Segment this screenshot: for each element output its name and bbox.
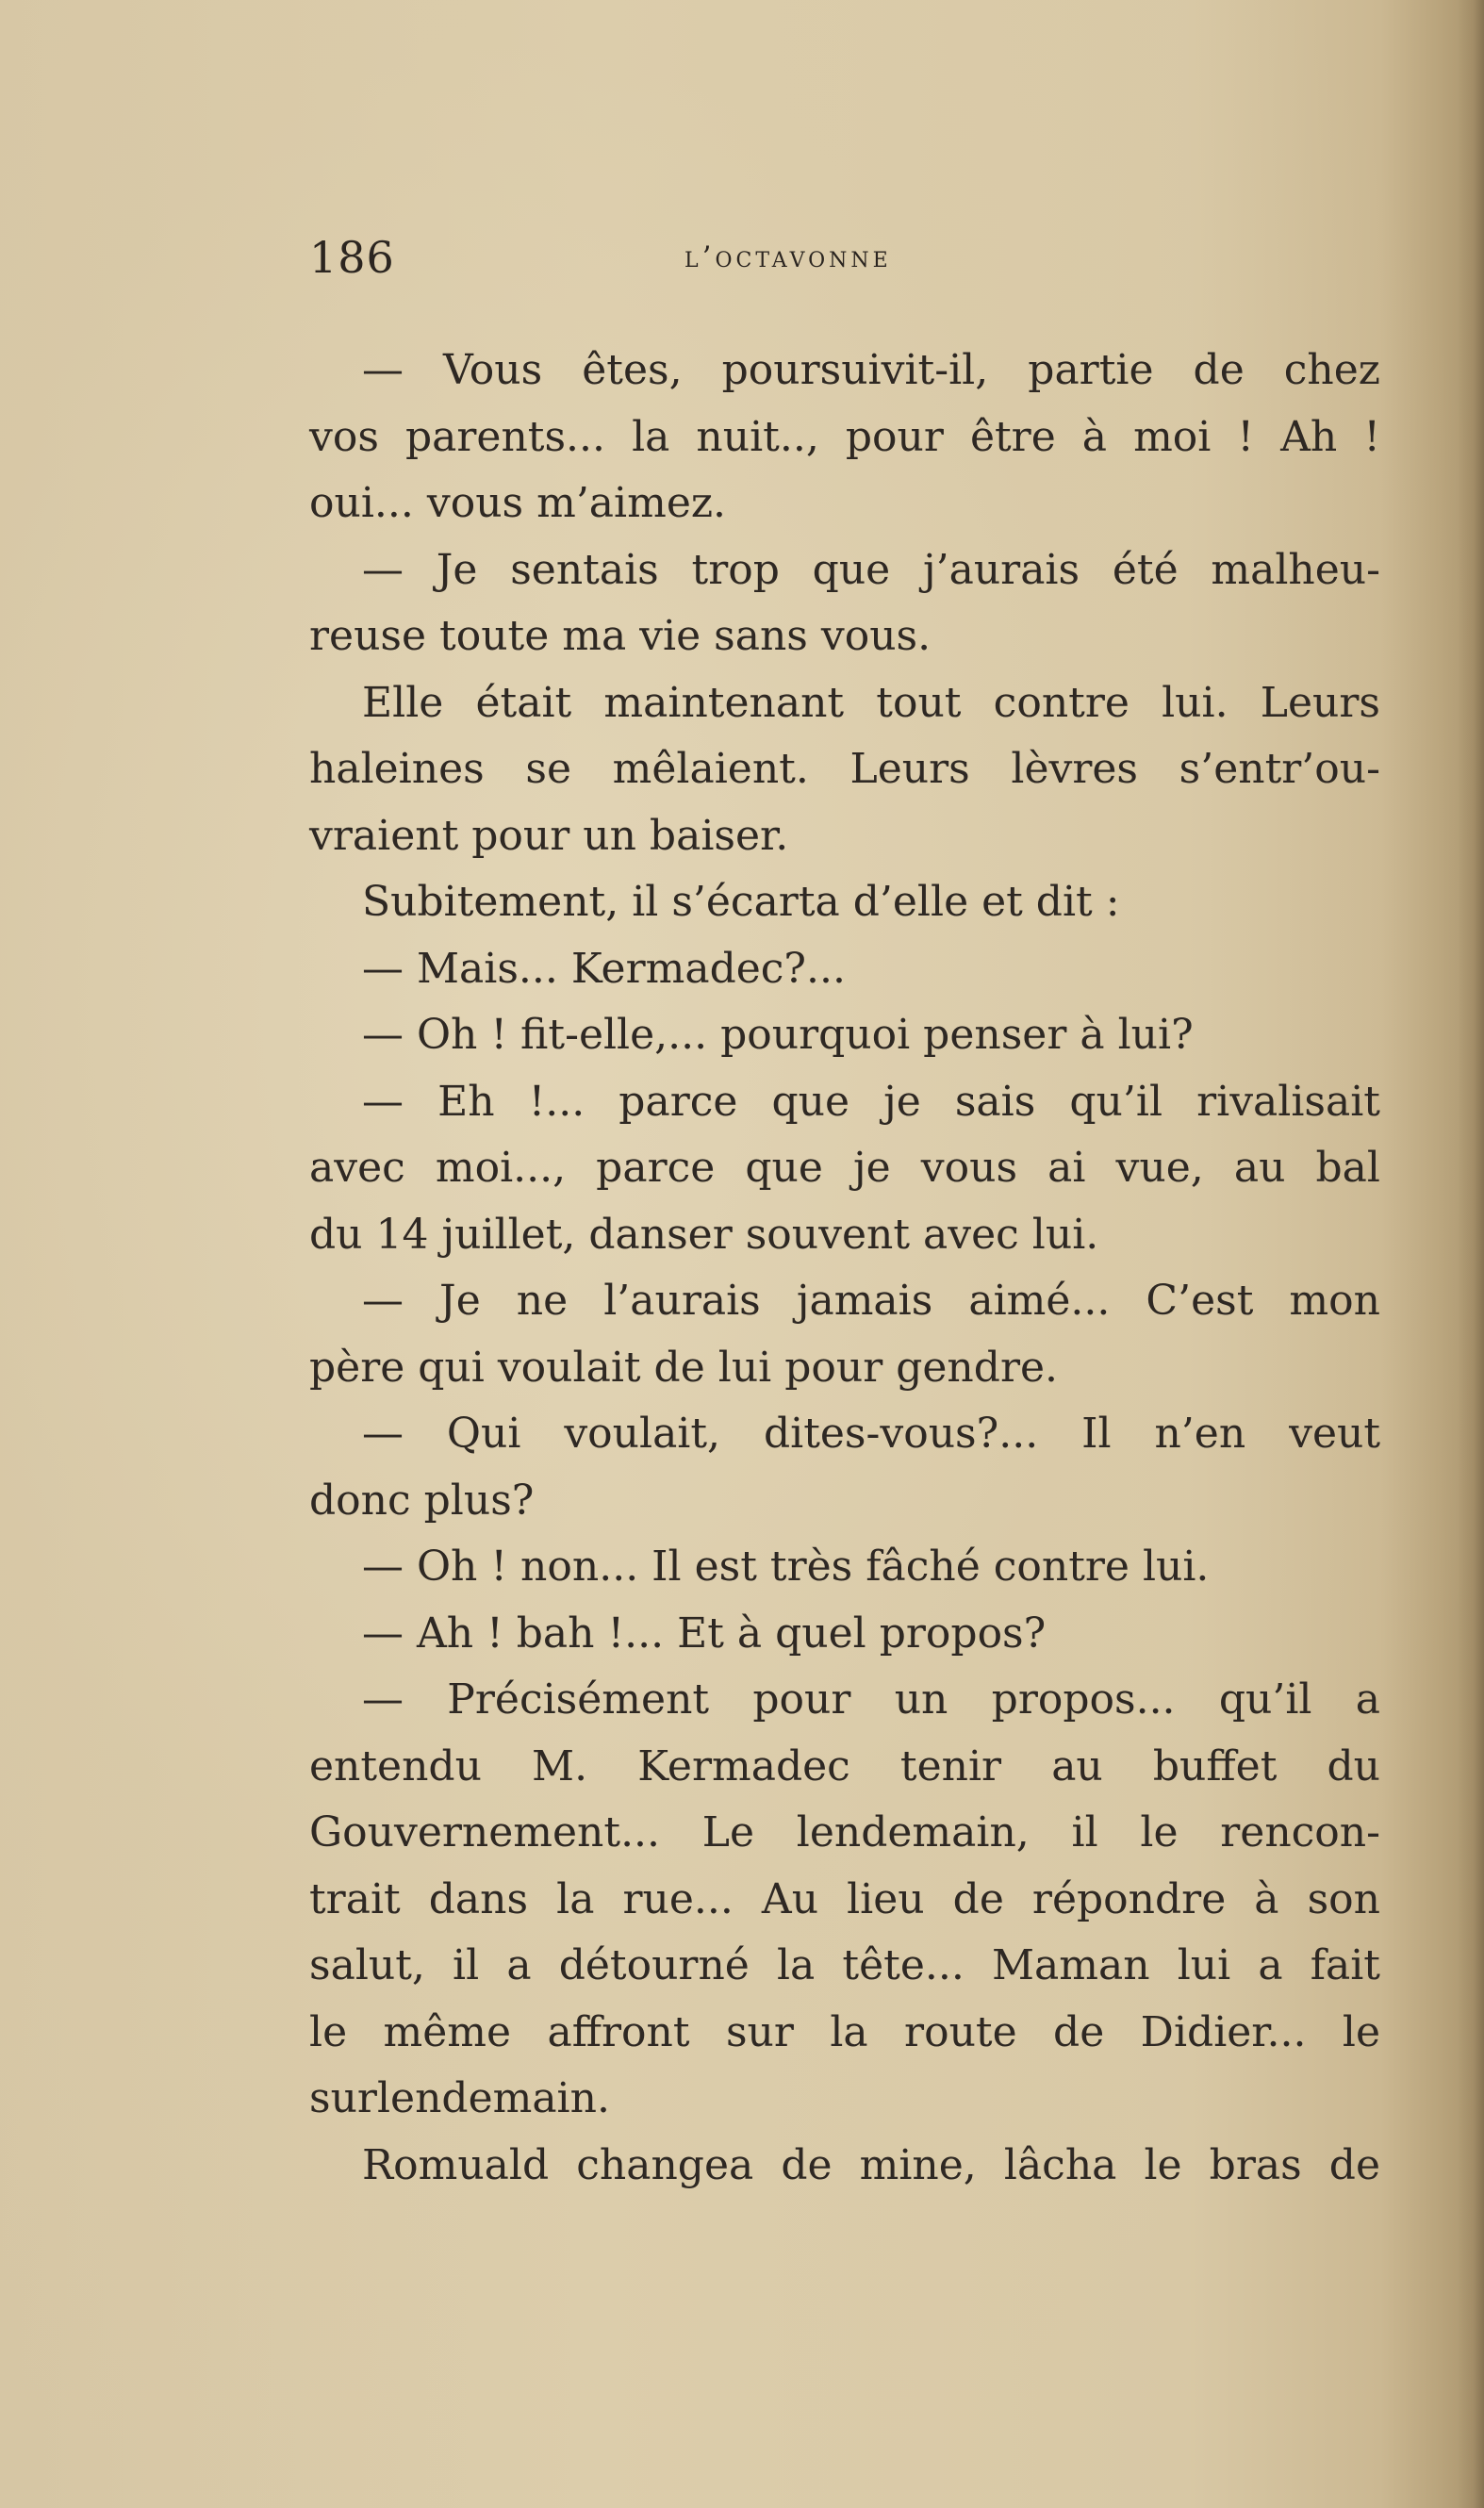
- text-line: salut, il a détourné la tête... Maman lui a fait: [309, 1941, 1380, 1989]
- text-line: oui... vous m’aimez.: [309, 479, 727, 527]
- text-line: — Ah ! bah !... Et à quel propos?: [362, 1609, 1047, 1658]
- text-line: Elle était maintenant tout contre lui. Leurs: [362, 678, 1380, 727]
- text-line: trait dans la rue... Au lieu de répondre à son: [309, 1874, 1380, 1923]
- body-text: [309, 338, 1380, 2199]
- text-line: le même affront sur la route de Didier... le: [309, 2007, 1380, 2056]
- page-number: 186: [309, 232, 395, 283]
- text-line: — Mais... Kermadec?...: [362, 944, 846, 993]
- running-title: l’octavonne: [684, 240, 892, 274]
- text-line: — Oh ! fit-elle,... pourquoi penser à lui?: [362, 1011, 1194, 1059]
- text-line: — Qui voulait, dites-vous?... Il n’en veut: [362, 1410, 1380, 1458]
- text-line: reuse toute ma vie sans vous.: [309, 612, 932, 660]
- text-line: père qui voulait de lui pour gendre.: [309, 1343, 1058, 1392]
- text-line: du 14 juillet, danser souvent avec lui.: [309, 1210, 1099, 1259]
- text-line: — Je ne l’aurais jamais aimé... C’est mon: [362, 1277, 1380, 1325]
- text-line: — Eh !... parce que je sais qu’il rivalisait: [362, 1077, 1380, 1126]
- text-line: — Vous êtes, poursuivit-il, partie de chez: [362, 346, 1380, 394]
- text-line: — Je sentais trop que j’aurais été malheu-: [362, 545, 1380, 594]
- text-line: donc plus?: [309, 1476, 535, 1525]
- text-line: vraient pour un baiser.: [309, 811, 789, 860]
- text-line: Romuald changea de mine, lâcha le bras de: [362, 2140, 1380, 2189]
- text-line: surlendemain.: [309, 2074, 610, 2122]
- text-line: entendu M. Kermadec tenir au buffet du: [309, 1741, 1380, 1790]
- text-line: — Précisément pour un propos... qu’il a: [362, 1675, 1380, 1724]
- text-line: — Oh ! non... Il est très fâché contre lui.: [362, 1543, 1210, 1591]
- text-line: haleines se mêlaient. Leurs lèvres s’entr’ou-: [309, 745, 1380, 793]
- text-line: avec moi..., parce que je vous ai vue, au bal: [309, 1144, 1380, 1192]
- text-line: Subitement, il s’écarta d’elle et dit :: [362, 878, 1120, 926]
- page-header: [309, 229, 1380, 286]
- text-line: Gouvernement... Le lendemain, il le rencon-: [309, 1808, 1380, 1856]
- text-line: vos parents... la nuit.., pour être à moi ! Ah !: [309, 412, 1380, 461]
- binding-edge: [1458, 0, 1484, 2508]
